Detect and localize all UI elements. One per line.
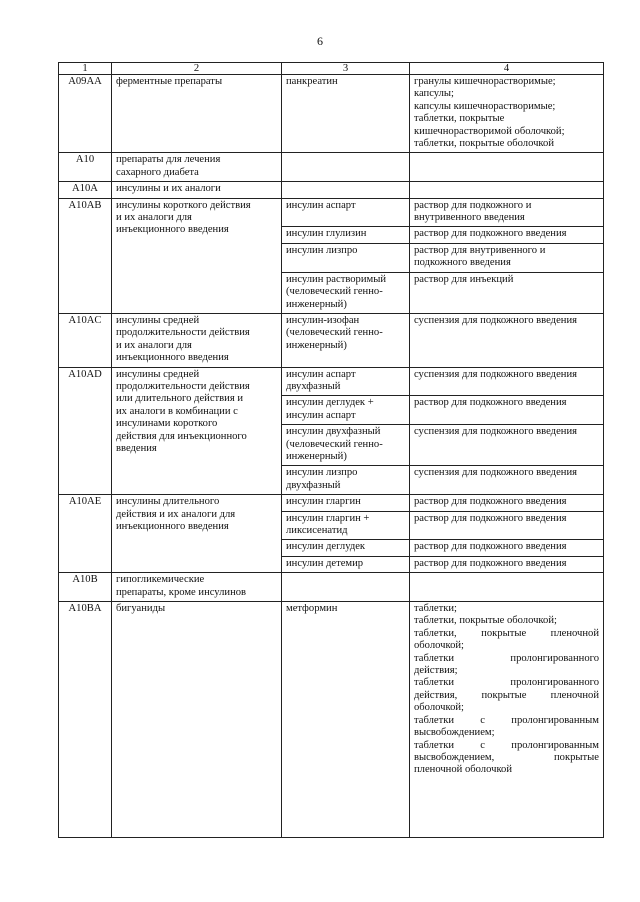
- text-line: раствор для подкожного введения: [414, 228, 567, 240]
- dosage-form-cell: [410, 511, 604, 540]
- atc-code-cell: A10BA: [59, 602, 112, 838]
- text-line: инсулин аспарт: [286, 409, 356, 421]
- text-line: инсулин лизпро: [286, 244, 358, 256]
- drug-name-cell: [282, 227, 410, 243]
- table-row: [59, 573, 604, 602]
- dosage-form-cell: [410, 243, 604, 272]
- table-row: [59, 182, 604, 198]
- atc-code-cell: A10AE: [59, 495, 112, 573]
- dosage-form-cell: [410, 466, 604, 495]
- dosage-form-cell: [410, 425, 604, 466]
- dosage-form-cell: [410, 495, 604, 511]
- text-line: инсулин аспарт: [286, 199, 356, 211]
- group-name-cell: [112, 602, 282, 838]
- text-line: инъекционного введения: [116, 521, 229, 532]
- text-line: раствор для подкожного и: [414, 199, 532, 211]
- atc-code-cell: A10AD: [59, 367, 112, 495]
- text-line: сахарного диабета: [116, 166, 199, 178]
- text-line: и их аналоги для: [116, 339, 192, 351]
- dosage-form-cell: [410, 556, 604, 572]
- dosage-form-cell: [410, 367, 604, 396]
- dosage-form-cell: [410, 602, 604, 838]
- text-line: инсулин деглудек +: [286, 397, 374, 409]
- table-body: [59, 63, 604, 838]
- drug-name-cell: [282, 272, 410, 313]
- text-line: инсулин деглудек: [286, 541, 366, 553]
- text-line: подкожного введения: [414, 257, 511, 269]
- dosage-form-cell: [410, 573, 604, 602]
- text-line: капсулы;: [414, 88, 454, 100]
- dosage-form-cell: [410, 198, 604, 227]
- drug-name-cell: [282, 243, 410, 272]
- text-line: таблетки, покрытые пленочной: [414, 627, 599, 639]
- text-line: раствор для подкожного введения: [414, 397, 567, 409]
- header-col-3: 3: [282, 63, 410, 75]
- header-col-1: 1: [59, 63, 112, 75]
- text-line: ферментные препараты: [116, 76, 223, 87]
- text-line: инсулин гларгин: [286, 496, 361, 508]
- text-line: суспензия для подкожного введения: [414, 368, 577, 380]
- atc-code-cell: A10AB: [59, 198, 112, 313]
- text-line: инсулин гларгин +: [286, 512, 370, 524]
- text-line: инсулины средней: [116, 314, 200, 326]
- drug-name-cell: [282, 540, 410, 556]
- text-line: таблетки с пролонгированным: [414, 739, 599, 751]
- text-line: продолжительности действия: [116, 380, 250, 392]
- drug-name-cell: [282, 425, 410, 466]
- drug-name-cell: [282, 198, 410, 227]
- group-name-cell: [112, 495, 282, 573]
- text-line: инженерный): [286, 450, 347, 462]
- group-name-cell: [112, 182, 282, 198]
- text-line: ликсисенатид: [286, 525, 348, 536]
- drug-name-cell: [282, 466, 410, 495]
- drug-name-cell: [282, 182, 410, 198]
- text-line: суспензия для подкожного введения: [414, 314, 577, 326]
- drug-name-cell: [282, 75, 410, 153]
- atc-code-cell: A09AA: [59, 75, 112, 153]
- drug-name-cell: [282, 153, 410, 182]
- text-line: введения: [116, 442, 157, 454]
- dosage-form-cell: [410, 272, 604, 313]
- text-line: раствор для подкожного введения: [414, 557, 567, 569]
- text-line: (человеческий генно-: [286, 438, 383, 450]
- text-line: или длительного действия и: [116, 393, 244, 405]
- text-line: инсулины и их аналоги: [116, 183, 221, 195]
- dosage-form-cell: [410, 75, 604, 153]
- drug-name-cell: [282, 367, 410, 396]
- atc-code-cell: A10: [59, 153, 112, 182]
- text-line: раствор для инъекций: [414, 273, 514, 285]
- text-line: инсулин аспарт: [286, 368, 356, 380]
- text-line: внутривенного введения: [414, 212, 525, 224]
- text-line: высвобождением, покрытые: [414, 751, 599, 763]
- text-line: таблетки, покрытые: [414, 113, 505, 125]
- text-line: оболочкой;: [414, 640, 464, 652]
- table-row: [59, 602, 604, 838]
- text-line: инсулин глулизин: [286, 228, 367, 240]
- text-line: гипогликемические: [116, 574, 205, 586]
- text-line: инсулины короткого действия: [116, 199, 251, 211]
- text-line: пленочной оболочкой: [414, 764, 513, 776]
- group-name-cell: [112, 153, 282, 182]
- text-line: инъекционного введения: [116, 352, 229, 364]
- text-line: таблетки, покрытые оболочкой;: [414, 615, 557, 627]
- text-line: двухфазный: [286, 380, 341, 392]
- header-row: [59, 63, 604, 75]
- dosage-form-cell: [410, 153, 604, 182]
- text-line: метформин: [286, 603, 338, 615]
- table-row: [59, 313, 604, 367]
- text-line: инсулин детемир: [286, 557, 364, 569]
- header-col-2: 2: [112, 63, 282, 75]
- text-line: продолжительности действия: [116, 327, 250, 339]
- text-line: действия, покрытые пленочной: [414, 689, 599, 701]
- text-line: инсулинами короткого: [116, 418, 218, 430]
- drug-table: [58, 62, 604, 838]
- page-number: 6: [317, 34, 323, 48]
- text-line: инженерный): [286, 298, 347, 310]
- text-line: таблетки с пролонгированным: [414, 714, 599, 726]
- dosage-form-cell: [410, 227, 604, 243]
- drug-name-cell: [282, 396, 410, 425]
- text-line: таблетки;: [414, 603, 457, 615]
- text-line: инсулин-изофан: [286, 314, 360, 326]
- text-line: раствор для подкожного введения: [414, 541, 567, 553]
- text-line: препараты для лечения: [116, 154, 221, 166]
- table-row: [59, 75, 604, 153]
- group-name-cell: [112, 367, 282, 495]
- atc-code-cell: A10AC: [59, 313, 112, 367]
- text-line: гранулы кишечнорастворимые;: [414, 76, 556, 87]
- drug-name-cell: [282, 602, 410, 838]
- atc-code-cell: A10A: [59, 182, 112, 198]
- table-row: [59, 367, 604, 396]
- text-line: инженерный): [286, 339, 347, 351]
- text-line: капсулы кишечнорастворимые;: [414, 100, 556, 112]
- text-line: кишечнорастворимой оболочкой;: [414, 125, 565, 137]
- text-line: инсулин двухфазный: [286, 426, 381, 438]
- table-row: [59, 495, 604, 511]
- text-line: действия и их аналоги для: [116, 508, 236, 520]
- text-line: панкреатин: [286, 76, 338, 87]
- group-name-cell: [112, 198, 282, 313]
- text-line: таблетки пролонгированного: [414, 677, 599, 689]
- text-line: таблетки пролонгированного: [414, 652, 599, 664]
- text-line: оболочкой;: [414, 702, 464, 714]
- text-line: и их аналоги для: [116, 212, 192, 224]
- text-line: инсулин лизпро: [286, 467, 358, 479]
- text-line: их аналоги в комбинации с: [116, 405, 238, 417]
- drug-name-cell: [282, 313, 410, 367]
- text-line: действия для инъекционного: [116, 430, 247, 442]
- text-line: инсулин растворимый: [286, 273, 387, 285]
- drug-name-cell: [282, 511, 410, 540]
- dosage-form-cell: [410, 313, 604, 367]
- text-line: двухфазный: [286, 479, 341, 491]
- group-name-cell: [112, 573, 282, 602]
- dosage-form-cell: [410, 182, 604, 198]
- text-line: высвобождением;: [414, 727, 495, 739]
- drug-name-cell: [282, 573, 410, 602]
- text-line: бигуаниды: [116, 603, 166, 615]
- text-line: раствор для подкожного введения: [414, 496, 567, 508]
- group-name-cell: [112, 313, 282, 367]
- drug-name-cell: [282, 495, 410, 511]
- table-row: [59, 153, 604, 182]
- group-name-cell: [112, 75, 282, 153]
- header-col-4: 4: [410, 63, 604, 75]
- text-line: действия;: [414, 665, 458, 677]
- text-line: суспензия для подкожного введения: [414, 426, 577, 438]
- text-line: (человеческий генно-: [286, 327, 383, 339]
- atc-code-cell: A10B: [59, 573, 112, 602]
- text-line: таблетки, покрытые оболочкой: [414, 138, 554, 150]
- text-line: инъекционного введения: [116, 224, 229, 236]
- table-row: [59, 198, 604, 227]
- text-line: раствор для подкожного введения: [414, 512, 567, 524]
- text-line: раствор для внутривенного и: [414, 244, 546, 256]
- text-line: суспензия для подкожного введения: [414, 467, 577, 479]
- text-line: препараты, кроме инсулинов: [116, 586, 247, 598]
- text-line: инсулины длительного: [116, 496, 220, 508]
- dosage-form-cell: [410, 540, 604, 556]
- dosage-form-cell: [410, 396, 604, 425]
- text-line: (человеческий генно-: [286, 286, 383, 298]
- text-line: инсулины средней: [116, 368, 200, 380]
- drug-name-cell: [282, 556, 410, 572]
